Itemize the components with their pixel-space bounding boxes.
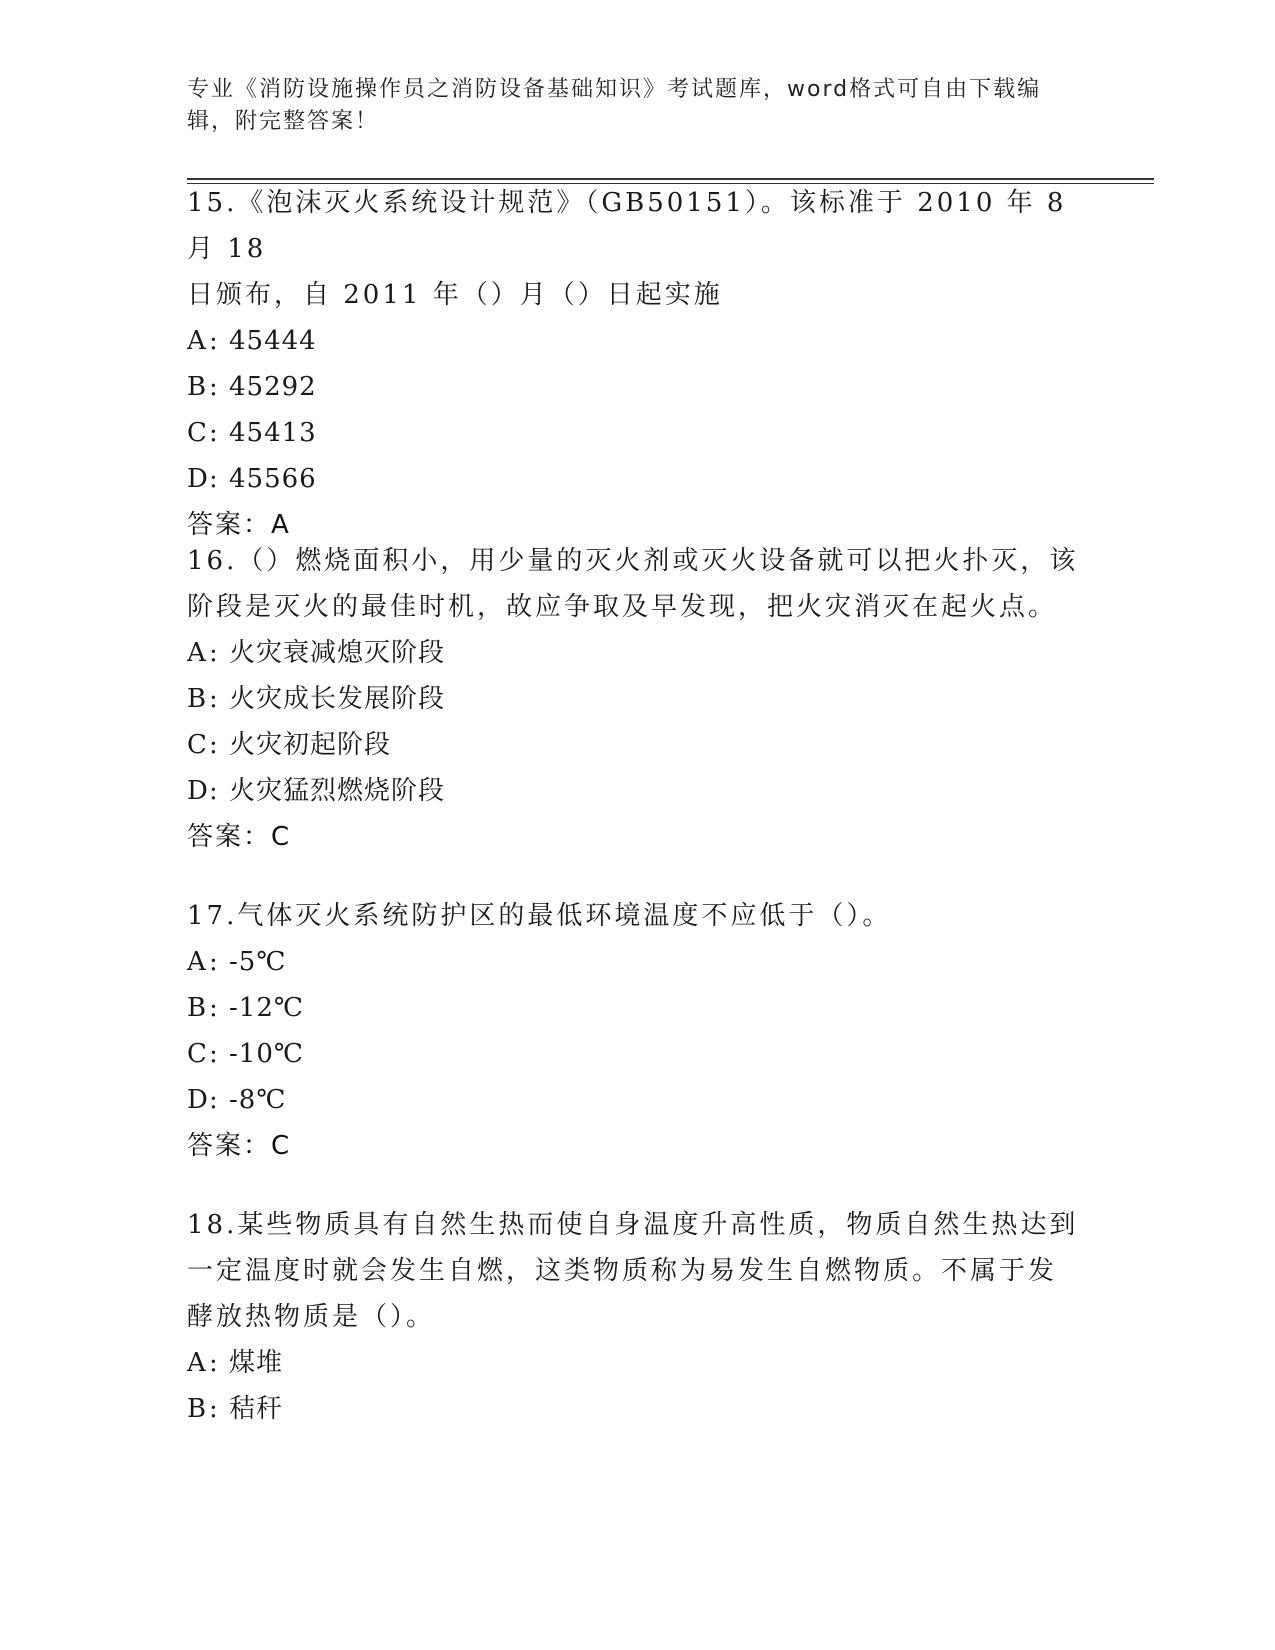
option-letter: A <box>187 326 207 356</box>
option-separator: : <box>209 372 219 402</box>
option-separator: : <box>209 684 219 714</box>
option-text: 45413 <box>229 418 317 448</box>
option-separator: : <box>209 464 219 494</box>
answer-line: 答案：C <box>187 1131 292 1161</box>
option-separator: : <box>209 1348 219 1378</box>
question-stem-line: 18.某些物质具有自然生热而使自身温度升高性质，物质自然生热达到 <box>187 1210 1079 1240</box>
option-letter: A <box>187 1348 207 1378</box>
option-d <box>187 768 1087 814</box>
option-b <box>187 985 1087 1031</box>
option-separator: : <box>209 326 219 356</box>
option-separator: : <box>209 418 219 448</box>
option-b <box>187 1386 1087 1432</box>
option-b <box>187 364 1087 410</box>
option-d <box>187 456 1087 502</box>
question-stem-line: 15.《泡沫灭火系统设计规范》（GB50151）。该标准于 2010 年 8 月 18 <box>187 188 1067 264</box>
option-letter: A <box>187 947 207 977</box>
option-a <box>187 939 1087 985</box>
option-text: 45566 <box>229 464 317 494</box>
option-separator: : <box>209 1039 219 1069</box>
option-text: 45292 <box>229 372 317 402</box>
option-d <box>187 1077 1087 1123</box>
option-letter: C <box>187 418 208 448</box>
option-letter: D <box>187 464 209 494</box>
option-c <box>187 1031 1087 1077</box>
option-text: 秸秆 <box>229 1394 284 1424</box>
option-a <box>187 630 1087 676</box>
option-letter: B <box>187 993 208 1023</box>
question-15 <box>187 180 1087 548</box>
option-text: 煤堆 <box>229 1348 284 1378</box>
question-16 <box>187 538 1087 860</box>
option-text: 火灾猛烈燃烧阶段 <box>229 776 446 806</box>
answer-line: 答案：A <box>187 510 291 540</box>
option-text: -8℃ <box>229 1085 287 1115</box>
header-line-2: 辑，附完整答案！ <box>187 109 380 134</box>
option-letter: A <box>187 638 207 668</box>
option-separator: : <box>209 993 219 1023</box>
option-b <box>187 676 1087 722</box>
option-letter: C <box>187 730 208 760</box>
option-letter: B <box>187 684 208 714</box>
option-a <box>187 1340 1087 1386</box>
question-18 <box>187 1202 1087 1432</box>
question-17 <box>187 893 1087 1169</box>
question-stem-line: 一定温度时就会发生自燃，这类物质称为易发生自燃物质。不属于发 <box>187 1256 1058 1286</box>
option-letter: D <box>187 1085 209 1115</box>
header-line-1: 专业《消防设施操作员之消防设备基础知识》考试题库，word格式可自由下载编 <box>187 77 1042 102</box>
question-stem-line: 阶段是灭火的最佳时机，故应争取及早发现，把火灾消灭在起火点。 <box>187 592 1058 622</box>
option-text: 45444 <box>229 326 317 356</box>
option-a <box>187 318 1087 364</box>
question-stem-line: 酵放热物质是（）。 <box>187 1302 436 1332</box>
option-c <box>187 410 1087 456</box>
question-stem-line: 17.气体灭火系统防护区的最低环境温度不应低于（）。 <box>187 901 892 931</box>
option-separator: : <box>209 1085 219 1115</box>
question-stem-line: 日颁布，自 2011 年（）月（）日起实施 <box>187 280 723 310</box>
option-text: 火灾成长发展阶段 <box>229 684 446 714</box>
option-text: 火灾衰减熄灭阶段 <box>229 638 446 668</box>
option-c <box>187 722 1087 768</box>
option-text: 火灾初起阶段 <box>229 730 392 760</box>
option-text: -10℃ <box>229 1039 304 1069</box>
option-separator: : <box>209 947 219 977</box>
option-text: -12℃ <box>229 993 304 1023</box>
option-separator: : <box>209 776 219 806</box>
question-stem-line: 16.（）燃烧面积小，用少量的灭火剂或灭火设备就可以把火扑灭，该 <box>187 546 1079 576</box>
option-letter: C <box>187 1039 208 1069</box>
answer-line: 答案：C <box>187 822 292 852</box>
option-separator: : <box>209 638 219 668</box>
option-separator: : <box>209 1394 219 1424</box>
document-header <box>187 74 1067 138</box>
option-letter: D <box>187 776 209 806</box>
option-letter: B <box>187 1394 208 1424</box>
option-letter: B <box>187 372 208 402</box>
option-text: -5℃ <box>229 947 287 977</box>
option-separator: : <box>209 730 219 760</box>
